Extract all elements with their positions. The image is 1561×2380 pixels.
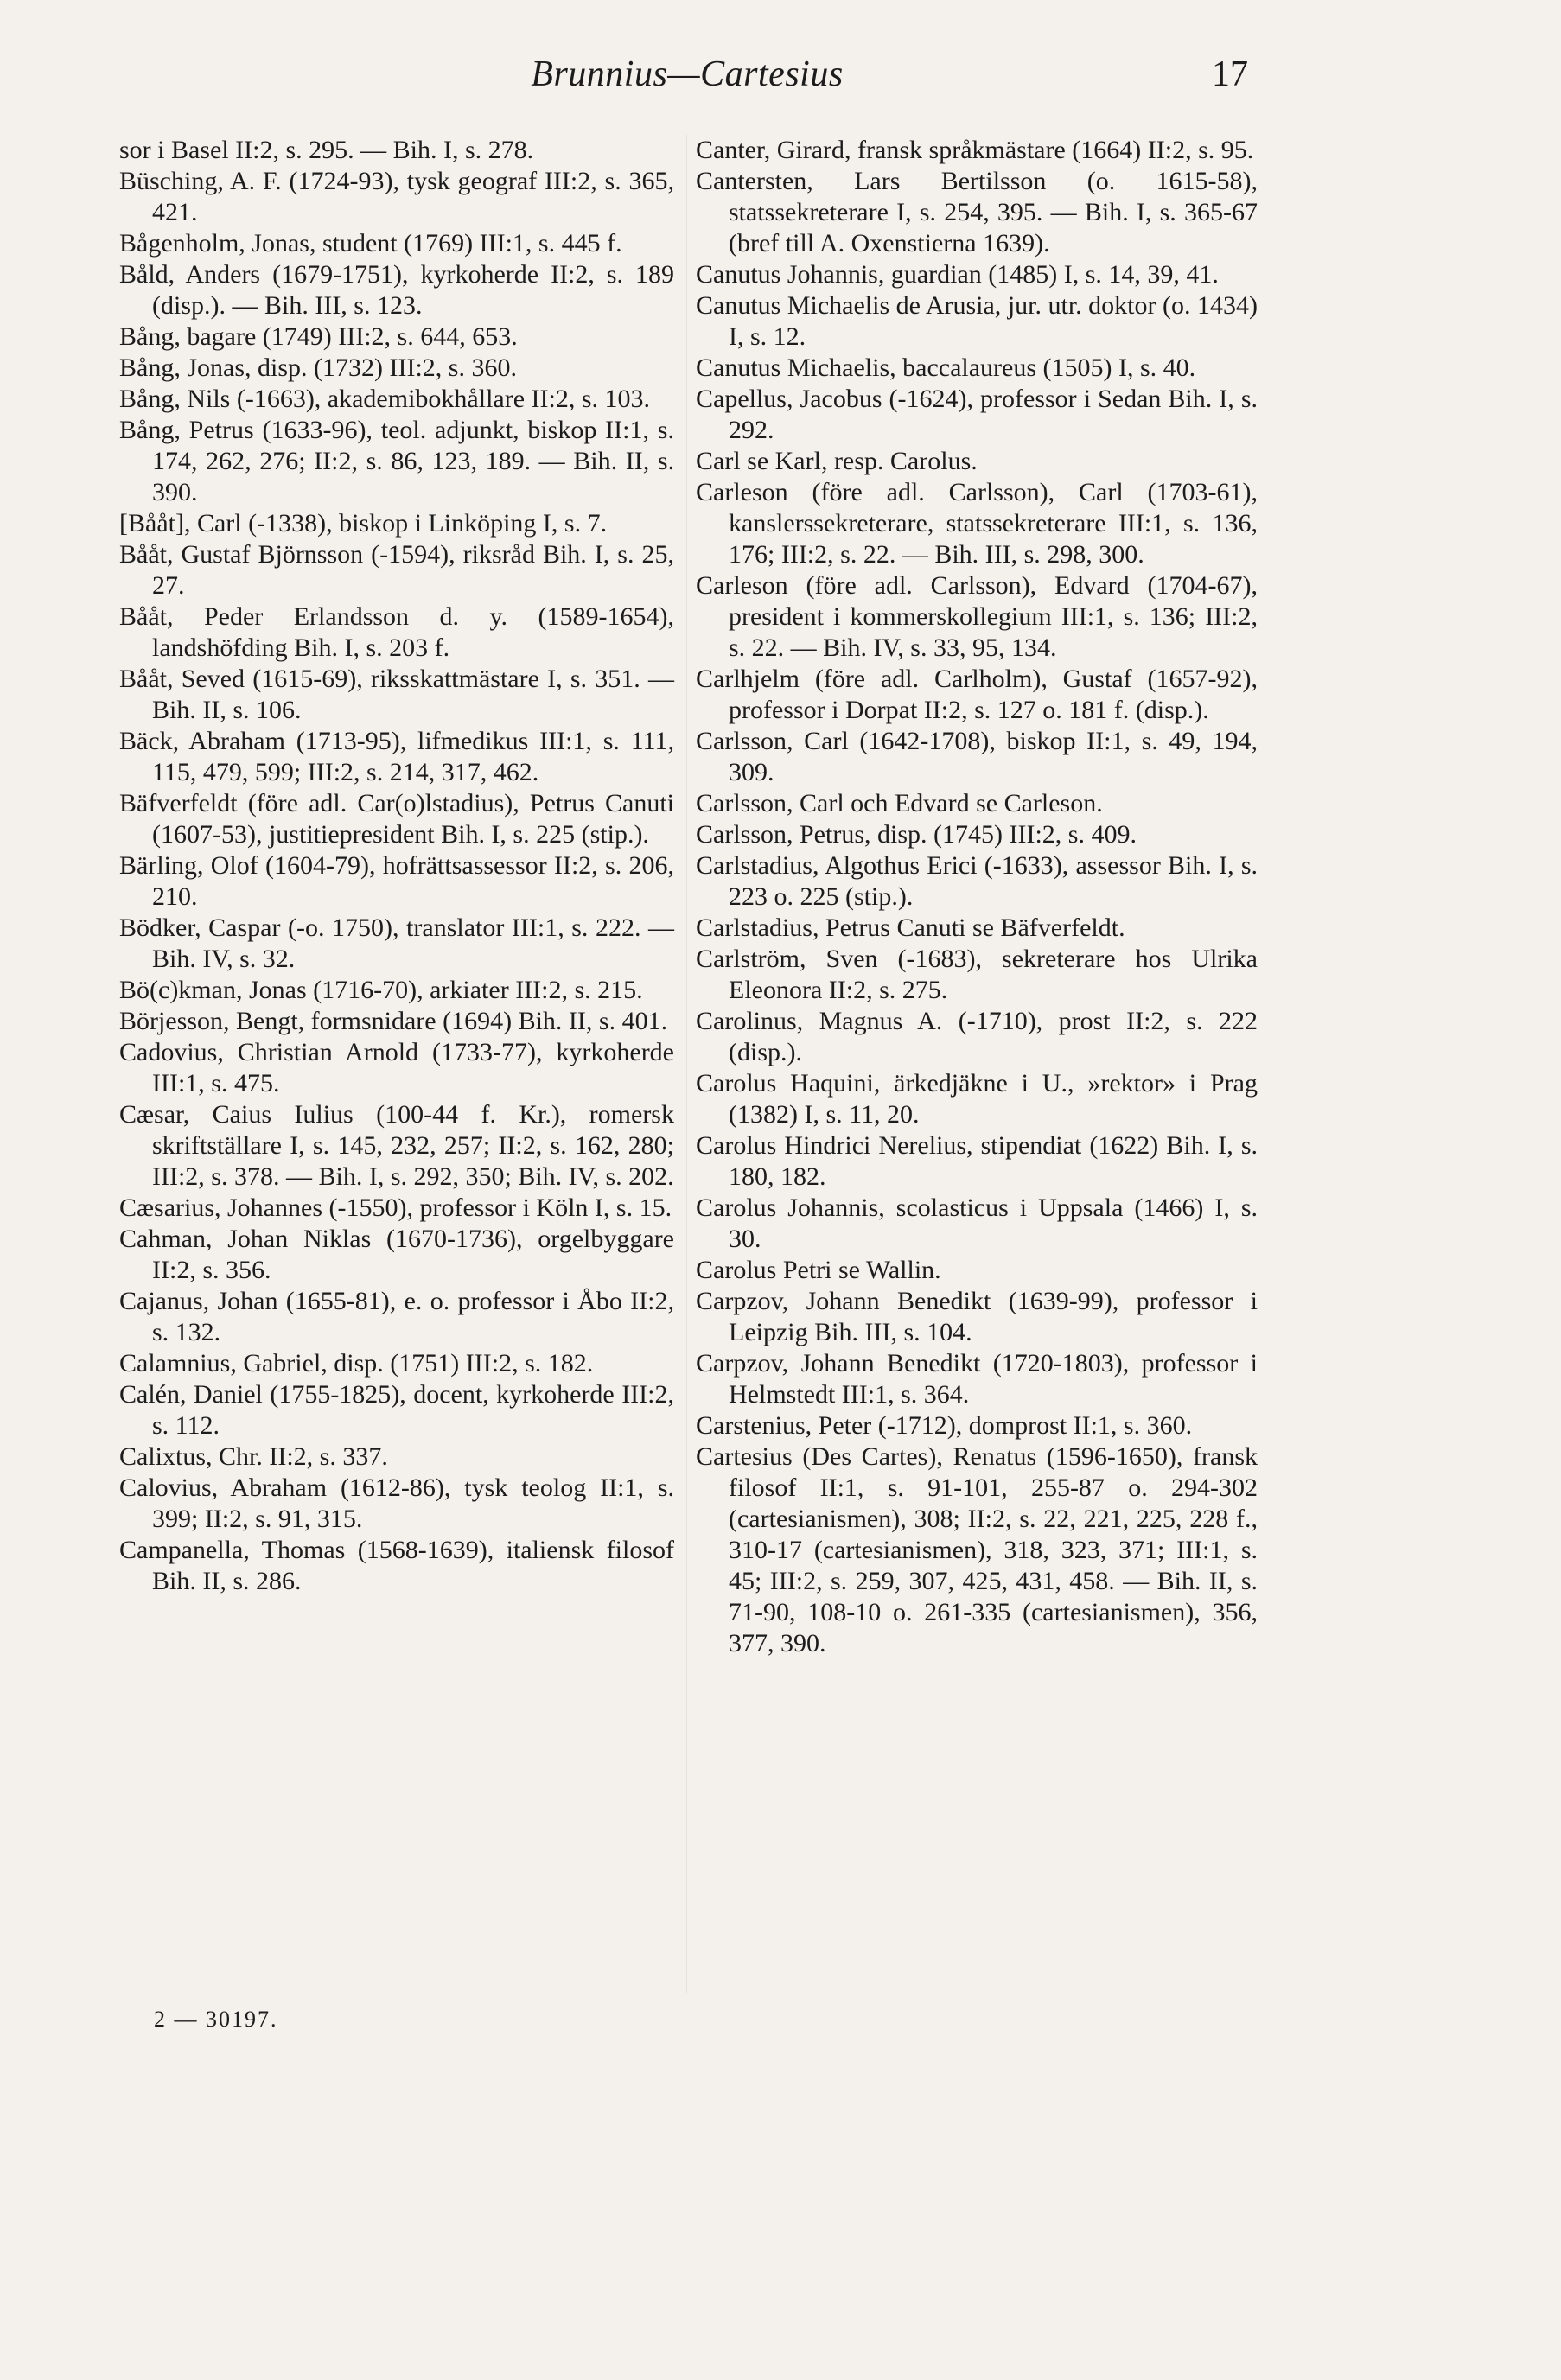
index-entry: Carolus Hindrici Nerelius, stipendiat (1622) Bih. I, s. 180, 182. bbox=[696, 1131, 1258, 1191]
index-entry: sor i Basel II:2, s. 295. — Bih. I, s. 278. bbox=[119, 136, 534, 164]
index-entry: Bärling, Olof (1604-79), hofrättsassessor II:2, s. 206, 210. bbox=[119, 851, 674, 911]
index-entry: Carlstadius, Petrus Canuti se Bäfverfeldt. bbox=[696, 913, 1125, 942]
index-entry: Cantersten, Lars Bertilsson (o. 1615-58), statssekreterare I, s. 254, 395. — Bih. I, s. 365-67 (bref till A. Oxenstierna 1639). bbox=[696, 167, 1258, 258]
index-entry: Carl se Karl, resp. Carolus. bbox=[696, 447, 978, 475]
index-entry: Carolinus, Magnus A. (-1710), prost II:2, s. 222 (disp.). bbox=[696, 1007, 1258, 1066]
index-entry: Bö(c)kman, Jonas (1716-70), arkiater III:2, s. 215. bbox=[119, 976, 643, 1004]
index-entry: Cartesius (Des Cartes), Renatus (1596-1650), fransk filosof II:1, s. 91-101, 255-87 o. 294-302 (cartesianismen), 308; II:2, s. 22, 221, 225, 228 f., 310-17 (cartesianismen), 318, 323, 371; III:1, s. 45; III:2, s. 259, 307, 425, 431, 458. — Bih. II, s. 71-90, 108-10 o. 261-335 (cartesianismen), 356, 377, 390. bbox=[696, 1442, 1258, 1658]
index-entry: Carpzov, Johann Benedikt (1720-1803), professor i Helmstedt III:1, s. 364. bbox=[696, 1349, 1258, 1409]
index-entry: Carleson (före adl. Carlsson), Carl (1703-61), kanslerssekreterare, statssekreterare III:1, s. 136, 176; III:2, s. 22. — Bih. III, s. 298, 300. bbox=[696, 478, 1258, 569]
index-entry: Carlsson, Carl och Edvard se Carleson. bbox=[696, 789, 1103, 818]
printer-signature: 2 — 30197. bbox=[154, 2007, 278, 2032]
index-entry: Cadovius, Christian Arnold (1733-77), kyrkoherde III:1, s. 475. bbox=[119, 1038, 674, 1098]
index-entry: Calamnius, Gabriel, disp. (1751) III:2, s. 182. bbox=[119, 1349, 594, 1378]
index-entry: Bågenholm, Jonas, student (1769) III:1, s. 445 f. bbox=[119, 229, 622, 258]
index-entry: Cahman, Johan Niklas (1670-1736), orgelbyggare II:2, s. 356. bbox=[119, 1225, 674, 1284]
index-entry: Canutus Michaelis, baccalaureus (1505) I, s. 40. bbox=[696, 353, 1196, 382]
index-entry: Bång, Petrus (1633-96), teol. adjunkt, biskop II:1, s. 174, 262, 276; II:2, s. 86, 123, 189. — Bih. II, s. 390. bbox=[119, 416, 674, 506]
index-entry: Cæsar, Caius Iulius (100-44 f. Kr.), romersk skriftställare I, s. 145, 232, 257; II:2, s. 162, 280; III:2, s. 378. — Bih. I, s. 292, 350; Bih. IV, s. 202. bbox=[119, 1100, 674, 1191]
index-entry: Bäfverfeldt (före adl. Car(o)lstadius), Petrus Canuti (1607-53), justitiepresident Bih. I, s. 225 (stip.). bbox=[119, 789, 674, 849]
index-entry: Bäck, Abraham (1713-95), lifmedikus III:1, s. 111, 115, 479, 599; III:2, s. 214, 317, 462. bbox=[119, 727, 674, 786]
index-entry: Bååt, Gustaf Björnsson (-1594), riksråd Bih. I, s. 25, 27. bbox=[119, 540, 674, 600]
index-entry: Carolus Petri se Wallin. bbox=[696, 1256, 941, 1284]
index-entry: Büsching, A. F. (1724-93), tysk geograf III:2, s. 365, 421. bbox=[119, 167, 674, 226]
index-entry: Cæsarius, Johannes (-1550), professor i Köln I, s. 15. bbox=[119, 1193, 672, 1222]
index-entry: Carpzov, Johann Benedikt (1639-99), professor i Leipzig Bih. III, s. 104. bbox=[696, 1287, 1258, 1346]
right-column bbox=[696, 135, 1258, 1659]
index-entry: Bång, Jonas, disp. (1732) III:2, s. 360. bbox=[119, 353, 517, 382]
index-entry: Capellus, Jacobus (-1624), professor i Sedan Bih. I, s. 292. bbox=[696, 385, 1258, 444]
index-entry: Canutus Michaelis de Arusia, jur. utr. doktor (o. 1434) I, s. 12. bbox=[696, 291, 1258, 351]
index-entry: Bödker, Caspar (-o. 1750), translator III:1, s. 222. — Bih. IV, s. 32. bbox=[119, 913, 674, 973]
index-entry: Cajanus, Johan (1655-81), e. o. professor i Åbo II:2, s. 132. bbox=[119, 1287, 674, 1346]
index-entry: Carlström, Sven (-1683), sekreterare hos Ulrika Eleonora II:2, s. 275. bbox=[696, 945, 1258, 1004]
index-entry: Carlsson, Petrus, disp. (1745) III:2, s. 409. bbox=[696, 820, 1137, 849]
running-head: Brunnius—Cartesius bbox=[531, 54, 844, 94]
index-entry: Carolus Johannis, scolasticus i Uppsala (1466) I, s. 30. bbox=[696, 1193, 1258, 1253]
index-entry: Bååt, Peder Erlandsson d. y. (1589-1654), landshöfding Bih. I, s. 203 f. bbox=[119, 602, 674, 662]
index-entry: Canter, Girard, fransk språkmästare (1664) II:2, s. 95. bbox=[696, 136, 1254, 164]
index-entry: Bååt, Seved (1615-69), riksskattmästare I, s. 351. — Bih. II, s. 106. bbox=[119, 665, 674, 724]
index-entry: Bång, Nils (-1663), akademibokhållare II:2, s. 103. bbox=[119, 385, 651, 413]
index-entry: Carolus Haquini, ärkedjäkne i U., »rektor» i Prag (1382) I, s. 11, 20. bbox=[696, 1069, 1258, 1129]
index-entry: Carlstadius, Algothus Erici (-1633), assessor Bih. I, s. 223 o. 225 (stip.). bbox=[696, 851, 1258, 911]
page-number: 17 bbox=[1212, 54, 1248, 94]
left-column bbox=[119, 135, 674, 1597]
index-entry: Carlhjelm (före adl. Carlholm), Gustaf (1657-92), professor i Dorpat II:2, s. 127 o. 181 f. (disp.). bbox=[696, 665, 1258, 724]
index-entry: Campanella, Thomas (1568-1639), italiensk filosof Bih. II, s. 286. bbox=[119, 1536, 674, 1595]
index-entry: Canutus Johannis, guardian (1485) I, s. 14, 39, 41. bbox=[696, 260, 1219, 289]
index-entry: Båld, Anders (1679-1751), kyrkoherde II:2, s. 189 (disp.). — Bih. III, s. 123. bbox=[119, 260, 674, 320]
index-entry: Calovius, Abraham (1612-86), tysk teolog II:1, s. 399; II:2, s. 91, 315. bbox=[119, 1473, 674, 1533]
index-entry: Carleson (före adl. Carlsson), Edvard (1704-67), president i kommerskollegium III:1, s. 136; III:2, s. 22. — Bih. IV, s. 33, 95, 134. bbox=[696, 571, 1258, 662]
index-entry: Calén, Daniel (1755-1825), docent, kyrkoherde III:2, s. 112. bbox=[119, 1380, 674, 1440]
index-entry: [Bååt], Carl (-1338), biskop i Linköping I, s. 7. bbox=[119, 509, 608, 538]
page-header bbox=[0, 54, 1561, 105]
index-entry: Carlsson, Carl (1642-1708), biskop II:1, s. 49, 194, 309. bbox=[696, 727, 1258, 786]
index-entry: Börjesson, Bengt, formsnidare (1694) Bih. II, s. 401. bbox=[119, 1007, 668, 1035]
index-entry: Carstenius, Peter (-1712), domprost II:1, s. 360. bbox=[696, 1411, 1193, 1440]
column-divider bbox=[686, 135, 687, 1993]
index-entry: Calixtus, Chr. II:2, s. 337. bbox=[119, 1442, 388, 1471]
index-entry: Bång, bagare (1749) III:2, s. 644, 653. bbox=[119, 322, 518, 351]
